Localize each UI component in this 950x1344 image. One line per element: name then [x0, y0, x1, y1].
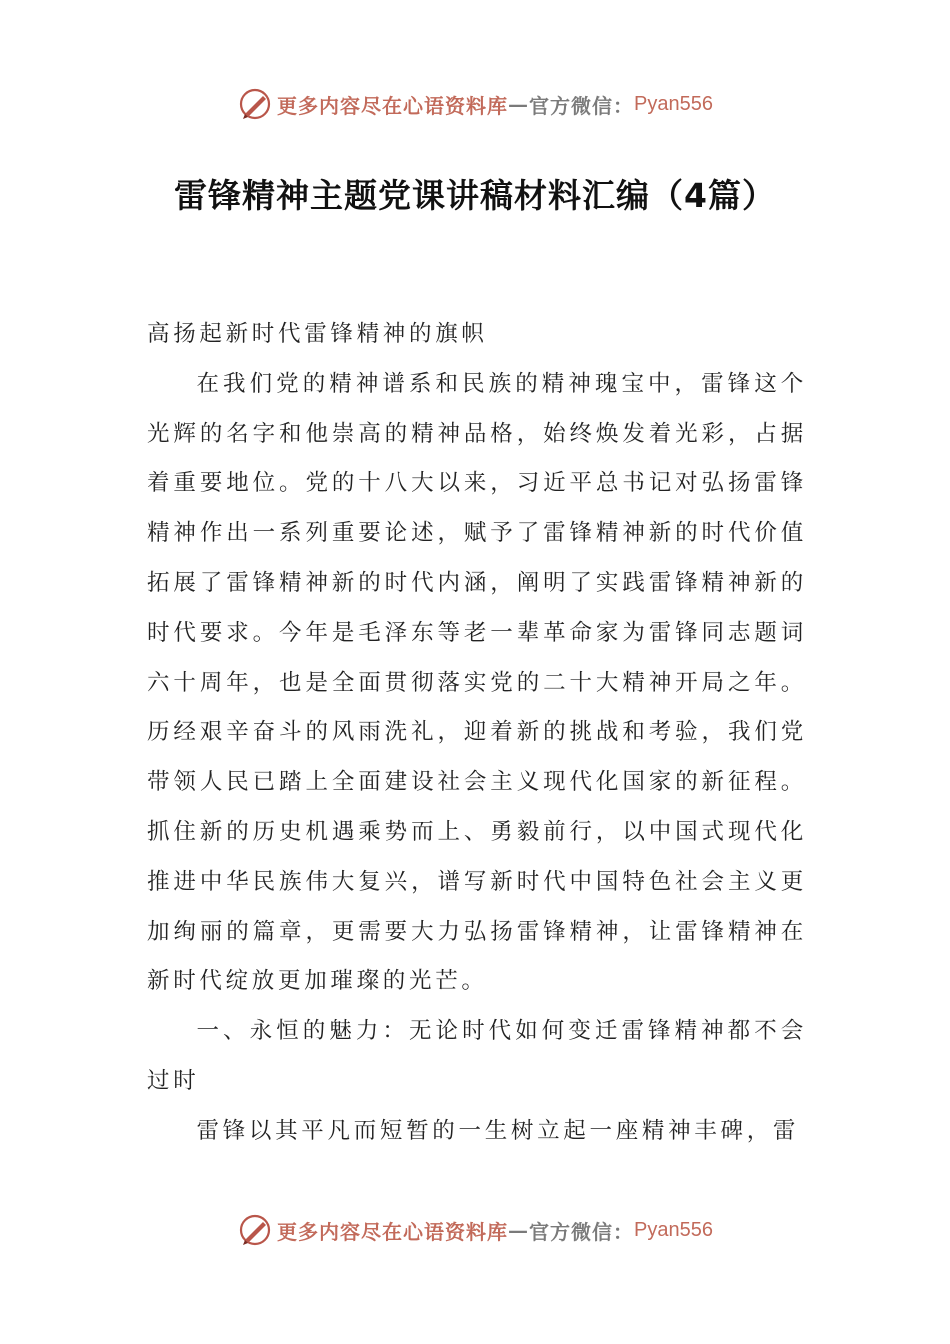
watermark-dash: —	[508, 92, 530, 116]
watermark-wechat-label: 官方微信：	[529, 1219, 635, 1244]
section-subtitle: 高扬起新时代雷锋精神的旗帜	[147, 321, 488, 347]
watermark-wechat-id: Pyan556	[634, 92, 713, 115]
watermark-wechat-id: Pyan556	[634, 1218, 713, 1241]
paragraph: 在我们党的精神谱系和民族的精神瑰宝中，雷锋这个光辉的名字和他崇高的精神品格，始终焕发着光彩，占据着重要地位。党的十八大以来，习近平总书记对弘扬雷锋精神作出一系列重要论述，赋予了雷锋精神新的时代价值拓展了雷锋精神新的时代内涵，阐明了实践雷锋精神新的时代要求。今年是毛泽东等老一辈革命家为雷锋同志题词六十周年，也是全面贯彻落实党的二十大精神开局之年。历经艰辛奋斗的风雨洗礼，迎着新的挑战和考验，我们党带领人民已踏上全面建设社会主义现代化国家的新征程。抓住新的历史机遇乘势而上、勇毅前行，以中国式现代化推进中华民族伟大复兴，谱写新时代中国特色社会主义更加绚丽的篇章，更需要大力弘扬雷锋精神，让雷锋精神在新时代绽放更加璀璨的光芒。	[147, 370, 807, 995]
watermark-banner-bottom	[0, 1210, 950, 1250]
watermark-wechat-label: 官方微信：	[529, 93, 635, 118]
watermark-dash: —	[508, 1218, 530, 1242]
section-heading: 一、永恒的魅力：无论时代如何变迁雷锋精神都不会过时	[147, 1018, 807, 1094]
document-body	[147, 310, 807, 1157]
pen-circle-logo-icon	[237, 1212, 273, 1248]
document-title: 雷锋精神主题党课讲稿材料汇编（4篇）	[174, 176, 776, 215]
watermark-text: 更多内容尽在心语资料库	[277, 93, 509, 118]
watermark-text: 更多内容尽在心语资料库	[277, 1219, 509, 1244]
pen-circle-logo-icon	[237, 86, 273, 122]
watermark-banner-top	[0, 84, 950, 124]
paragraph: 雷锋以其平凡而短暂的一生树立起一座精神丰碑，雷	[196, 1117, 800, 1144]
